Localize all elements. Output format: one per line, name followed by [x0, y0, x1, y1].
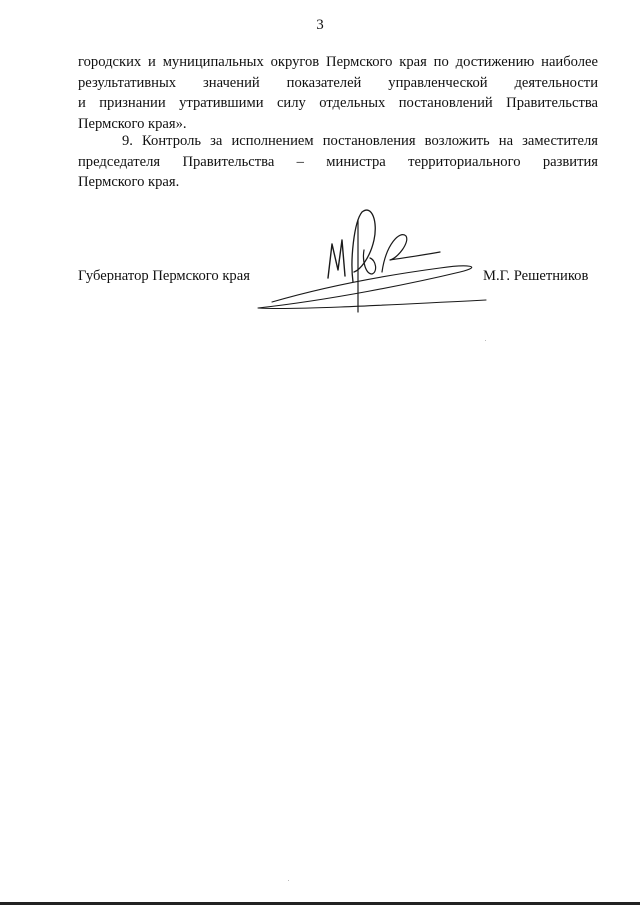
signatory-position: Губернатор Пермского края	[78, 268, 250, 284]
text-line: председателя Правительства – министра территориального развития	[78, 153, 598, 170]
text-line: результативных значений показателей управленческой деятельности	[78, 74, 598, 91]
paragraph-9	[78, 131, 598, 193]
handwritten-signature	[250, 200, 490, 322]
scan-speck	[485, 340, 486, 341]
page-number: 3	[316, 17, 324, 33]
text-line: и признании утратившими силу отдельных постановлений Правительства	[78, 95, 598, 111]
scan-speck	[288, 880, 289, 881]
text-line: Пермского края.	[78, 174, 180, 190]
text-line: 9. Контроль за исполнением постановления возложить на заместителя	[122, 133, 598, 149]
text-line: городских и муниципальных округов Пермского края по достижению наиболее	[78, 54, 598, 70]
paragraph-continuation	[78, 52, 598, 134]
signatory-name: М.Г. Решетников	[483, 268, 589, 284]
text-line: Пермского края».	[78, 115, 187, 132]
